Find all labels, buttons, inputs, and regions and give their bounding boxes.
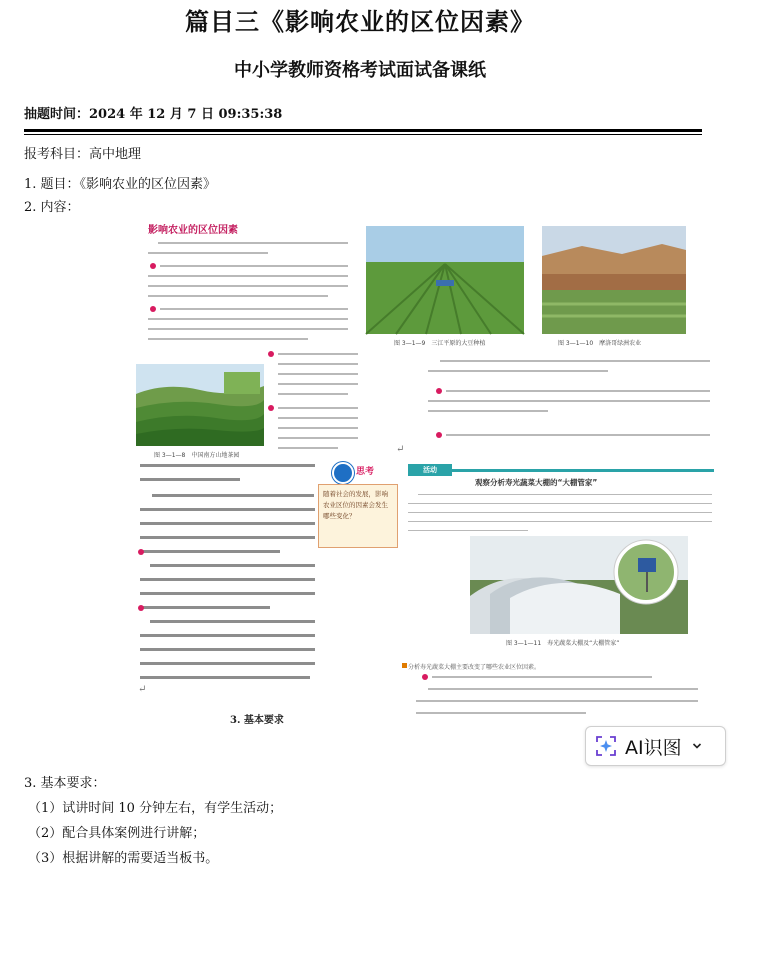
bullet-dot	[268, 405, 274, 411]
oasis-photo	[542, 226, 686, 334]
return-mark: ↵	[138, 684, 147, 695]
caption-fig4: 图 3—1—11 寿光蔬菜大棚及“大棚管家”	[506, 640, 620, 647]
textbook-heading: 影响农业的区位因素	[148, 225, 238, 236]
ai-recognize-label: AI识图	[625, 736, 682, 759]
bullet-dot	[150, 263, 156, 269]
caption-fig2: 图 3—1—9 三江平原的大豆种植	[394, 340, 486, 347]
activity-title: 观察分析寿光蔬菜大棚的“大棚管家”	[475, 478, 598, 487]
return-mark: ↵	[396, 444, 405, 455]
caption-fig1: 图 3—1—8 中国南方山地茶园	[154, 452, 240, 459]
activity-square-icon	[402, 663, 407, 668]
content-label: 2. 内容：	[24, 200, 80, 215]
activity-strip	[452, 469, 714, 472]
bullet-dot	[138, 605, 144, 611]
cut-off-heading: 3. 基本要求	[230, 715, 284, 726]
caption-fig3: 图 3—1—10 摩洛哥绿洲农业	[558, 340, 642, 347]
requirement-item: （3）根据讲解的需要适当板书。	[28, 851, 219, 866]
textbook-page-image	[138, 218, 720, 726]
greenhouse-photo	[470, 536, 688, 634]
topic-line: 1. 题目：《影响农业的区位因素》	[24, 177, 217, 192]
header-rule-thick	[24, 129, 702, 132]
document-title: 篇目三《影响农业的区位因素》	[185, 7, 535, 36]
requirement-item: （2）配合具体案例进行讲解；	[28, 826, 206, 841]
bullet-dot	[138, 549, 144, 555]
bullet-dot	[436, 388, 442, 394]
think-label: 思考	[356, 467, 375, 477]
document-subtitle: 中小学教师资格考试面试备课纸	[234, 60, 486, 81]
ai-sparkle-icon	[595, 735, 617, 757]
activity-tag: 活动	[408, 464, 452, 476]
bullet-dot	[150, 306, 156, 312]
think-box: 随着社会的发展，影响农业区位的因素会发生哪些变化？	[318, 484, 398, 548]
bullet-dot	[436, 432, 442, 438]
think-badge-icon	[332, 462, 354, 484]
requirement-item: （1）试讲时间 10 分钟左右，有学生活动；	[28, 801, 283, 816]
chevron-down-icon[interactable]	[692, 741, 702, 751]
header-rule-thin	[24, 134, 702, 135]
bullet-dot	[422, 674, 428, 680]
ai-recognize-button[interactable]	[585, 726, 726, 766]
draw-time: 抽题时间：2024 年 12 月 7 日 09:35:38	[24, 107, 283, 122]
tea-garden-photo	[136, 364, 264, 446]
activity-note: 分析寿光蔬菜大棚主要改变了哪些农业区位因素。	[408, 664, 541, 671]
bullet-dot	[268, 351, 274, 357]
requirements-heading: 3. 基本要求：	[24, 776, 106, 791]
soybean-field-photo	[366, 226, 524, 334]
subject-line: 报考科目：高中地理	[24, 147, 142, 162]
